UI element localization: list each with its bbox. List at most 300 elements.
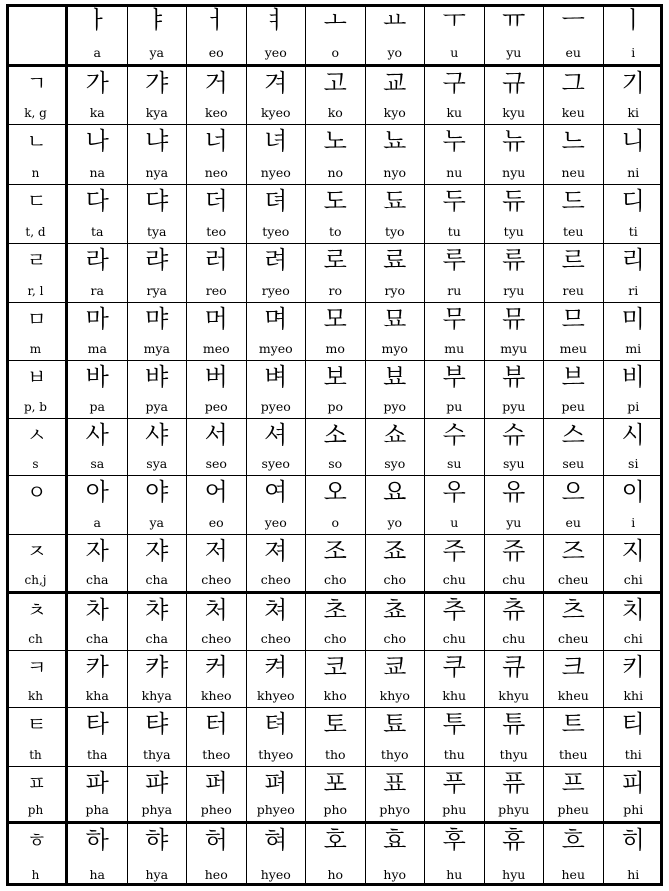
syllable-romanization: cho: [383, 631, 407, 646]
syllable-cell: [187, 361, 247, 419]
syllable-cell: [187, 476, 247, 535]
syllable-romanization: cha: [85, 572, 109, 587]
consonant-glyph: ㅌ: [27, 712, 47, 736]
consonant-glyph: ㅅ: [27, 423, 47, 447]
syllable-romanization: neu: [561, 165, 585, 180]
syllable-romanization: mu: [444, 341, 465, 356]
syllable-cell: [544, 535, 604, 594]
syllable-glyph: 쥬: [502, 537, 526, 565]
syllable-romanization: po: [327, 399, 344, 414]
syllable-cell: [68, 651, 128, 708]
syllable-cell: [604, 535, 664, 594]
consonant-glyph: ㅍ: [27, 771, 47, 795]
syllable-cell: [366, 303, 426, 361]
syllable-romanization: hi: [627, 867, 640, 882]
syllable-romanization: khyeo: [256, 688, 295, 703]
syllable-romanization: cho: [323, 631, 347, 646]
syllable-cell: [366, 535, 426, 594]
syllable-cell: [425, 535, 485, 594]
syllable-romanization: rya: [146, 283, 167, 298]
syllable-romanization: pyu: [502, 399, 526, 414]
syllable-cell: [604, 767, 664, 824]
syllable-cell: [604, 824, 664, 886]
syllable-glyph: 시: [621, 421, 645, 449]
syllable-romanization: reu: [562, 283, 584, 298]
syllable-romanization: tho: [324, 747, 346, 762]
syllable-cell: [604, 594, 664, 651]
syllable-glyph: 툐: [383, 710, 407, 738]
syllable-glyph: 오: [323, 478, 347, 506]
syllable-glyph: 터: [204, 710, 228, 738]
syllable-cell: [128, 125, 188, 185]
syllable-cell: [128, 708, 188, 767]
syllable-cell: [247, 244, 307, 303]
vowel-romanization: eu: [565, 45, 581, 60]
syllable-glyph: 녀: [264, 127, 288, 155]
syllable-romanization: khyu: [498, 688, 530, 703]
syllable-cell: [247, 767, 307, 824]
syllable-glyph: 튜: [502, 710, 526, 738]
syllable-glyph: 여: [264, 478, 288, 506]
consonant-row: [6, 651, 663, 708]
syllable-glyph: 려: [264, 246, 288, 274]
syllable-romanization: kyu: [502, 105, 526, 120]
syllable-cell: [68, 244, 128, 303]
syllable-romanization: mya: [143, 341, 170, 356]
syllable-romanization: kha: [85, 688, 109, 703]
syllable-romanization: cheu: [558, 631, 589, 646]
syllable-glyph: 듀: [502, 187, 526, 215]
syllable-cell: [604, 185, 664, 244]
syllable-glyph: 어: [204, 478, 228, 506]
syllable-cell: [425, 125, 485, 185]
syllable-romanization: ki: [627, 105, 640, 120]
syllable-glyph: 아: [85, 478, 109, 506]
syllable-glyph: 타: [85, 710, 109, 738]
syllable-cell: [485, 651, 545, 708]
vowel-header-cell: [604, 4, 664, 67]
syllable-cell: [306, 361, 366, 419]
syllable-romanization: thyeo: [258, 747, 294, 762]
syllable-romanization: ho: [327, 867, 344, 882]
syllable-cell: [306, 535, 366, 594]
syllable-glyph: 벼: [264, 363, 288, 391]
syllable-romanization: heu: [561, 867, 585, 882]
syllable-glyph: 디: [621, 187, 645, 215]
syllable-glyph: 류: [502, 246, 526, 274]
syllable-glyph: 호: [323, 826, 347, 854]
consonant-glyph: ㅋ: [27, 655, 47, 679]
syllable-romanization: kya: [145, 105, 168, 120]
syllable-cell: [366, 594, 426, 651]
syllable-romanization: syeo: [261, 456, 290, 471]
vowel-glyph: ㅗ: [323, 6, 347, 34]
syllable-cell: [425, 419, 485, 476]
syllable-cell: [187, 708, 247, 767]
syllable-glyph: 하: [85, 826, 109, 854]
syllable-glyph: 거: [204, 69, 228, 97]
syllable-romanization: cheo: [201, 631, 232, 646]
syllable-glyph: 퓨: [502, 769, 526, 797]
syllable-glyph: 됴: [383, 187, 407, 215]
syllable-cell: [366, 476, 426, 535]
syllable-romanization: u: [450, 515, 459, 530]
syllable-romanization: tha: [86, 747, 108, 762]
syllable-glyph: 쿠: [442, 653, 466, 681]
syllable-romanization: khu: [442, 688, 467, 703]
syllable-cell: [604, 303, 664, 361]
syllable-romanization: phyu: [498, 802, 530, 817]
syllable-romanization: thya: [142, 747, 171, 762]
syllable-cell: [366, 125, 426, 185]
syllable-cell: [366, 767, 426, 824]
syllable-glyph: 포: [323, 769, 347, 797]
vowel-header-cell: [366, 4, 426, 67]
syllable-romanization: hu: [446, 867, 463, 882]
consonant-header-cell: [6, 244, 68, 303]
syllable-romanization: cho: [383, 572, 407, 587]
syllable-cell: [306, 125, 366, 185]
syllable-cell: [366, 419, 426, 476]
syllable-cell: [604, 476, 664, 535]
syllable-romanization: pho: [323, 802, 348, 817]
consonant-glyph: ㄴ: [27, 129, 47, 153]
syllable-glyph: 탸: [145, 710, 169, 738]
consonant-romanization: n: [31, 166, 40, 180]
syllable-cell: [68, 476, 128, 535]
syllable-glyph: 리: [621, 246, 645, 274]
consonant-romanization: ph: [27, 803, 44, 817]
syllable-cell: [425, 708, 485, 767]
syllable-romanization: cha: [85, 631, 109, 646]
syllable-romanization: nyeo: [260, 165, 291, 180]
syllable-romanization: sa: [90, 456, 105, 471]
consonant-header-cell: [6, 594, 68, 651]
syllable-cell: [485, 476, 545, 535]
syllable-cell: [544, 361, 604, 419]
syllable-romanization: theu: [558, 747, 588, 762]
consonant-glyph: ㅈ: [27, 539, 47, 563]
syllable-romanization: cheu: [558, 572, 589, 587]
syllable-romanization: seu: [562, 456, 585, 471]
consonant-header-cell: [6, 476, 68, 535]
syllable-cell: [425, 67, 485, 125]
syllable-cell: [128, 767, 188, 824]
syllable-glyph: 고: [323, 69, 347, 97]
syllable-romanization: eu: [565, 515, 581, 530]
syllable-cell: [187, 67, 247, 125]
syllable-romanization: heo: [204, 867, 228, 882]
syllable-romanization: chi: [623, 631, 643, 646]
syllable-romanization: pyeo: [260, 399, 291, 414]
syllable-cell: [187, 824, 247, 886]
syllable-glyph: 챠: [145, 596, 169, 624]
syllable-glyph: 조: [323, 537, 347, 565]
syllable-glyph: 서: [204, 421, 228, 449]
syllable-cell: [425, 651, 485, 708]
syllable-glyph: 츠: [561, 596, 585, 624]
syllable-romanization: pya: [145, 399, 169, 414]
syllable-cell: [128, 535, 188, 594]
syllable-cell: [604, 708, 664, 767]
vowel-romanization: a: [93, 45, 101, 60]
consonant-row: [6, 594, 663, 651]
syllable-glyph: 나: [85, 127, 109, 155]
syllable-romanization: hyeo: [260, 867, 291, 882]
syllable-glyph: 캬: [145, 653, 169, 681]
syllable-romanization: chi: [623, 572, 643, 587]
syllable-romanization: khya: [141, 688, 172, 703]
syllable-cell: [247, 67, 307, 125]
consonant-header-cell: [6, 651, 68, 708]
syllable-romanization: syo: [384, 456, 406, 471]
syllable-glyph: 라: [85, 246, 109, 274]
syllable-romanization: teu: [563, 224, 584, 239]
syllable-romanization: neo: [204, 165, 228, 180]
syllable-glyph: 너: [204, 127, 228, 155]
syllable-romanization: ya: [149, 515, 164, 530]
syllable-cell: [68, 125, 128, 185]
syllable-glyph: 즈: [561, 537, 585, 565]
syllable-cell: [128, 824, 188, 886]
syllable-cell: [128, 476, 188, 535]
syllable-glyph: 구: [442, 69, 466, 97]
syllable-cell: [187, 303, 247, 361]
syllable-cell: [485, 824, 545, 886]
syllable-cell: [247, 535, 307, 594]
syllable-cell: [485, 708, 545, 767]
syllable-cell: [604, 651, 664, 708]
syllable-glyph: 휴: [502, 826, 526, 854]
syllable-romanization: sya: [146, 456, 168, 471]
consonant-row: [6, 767, 663, 824]
vowel-header-cell: [485, 4, 545, 67]
vowel-glyph: ㅑ: [145, 6, 169, 34]
syllable-glyph: 쟈: [145, 537, 169, 565]
syllable-cell: [306, 594, 366, 651]
consonant-glyph: ㄷ: [27, 189, 47, 213]
syllable-glyph: 두: [442, 187, 466, 215]
syllable-cell: [187, 651, 247, 708]
syllable-romanization: eo: [208, 515, 224, 530]
syllable-romanization: chu: [442, 572, 466, 587]
consonant-header-cell: [6, 125, 68, 185]
syllable-romanization: thyu: [499, 747, 528, 762]
syllable-glyph: 도: [323, 187, 347, 215]
syllable-cell: [247, 303, 307, 361]
syllable-cell: [604, 125, 664, 185]
syllable-cell: [485, 419, 545, 476]
syllable-romanization: ma: [87, 341, 107, 356]
syllable-cell: [485, 767, 545, 824]
syllable-romanization: hyu: [502, 867, 526, 882]
vowel-header-cell: [306, 4, 366, 67]
syllable-glyph: 텨: [264, 710, 288, 738]
vowel-glyph: ㅜ: [442, 6, 466, 34]
syllable-glyph: 지: [621, 537, 645, 565]
syllable-romanization: chu: [442, 631, 466, 646]
syllable-glyph: 치: [621, 596, 645, 624]
syllable-cell: [366, 67, 426, 125]
syllable-cell: [128, 419, 188, 476]
vowel-glyph: ㅛ: [383, 6, 407, 34]
consonant-row: [6, 361, 663, 419]
syllable-glyph: 소: [323, 421, 347, 449]
syllable-cell: [68, 361, 128, 419]
syllable-cell: [485, 594, 545, 651]
syllable-glyph: 햐: [145, 826, 169, 854]
syllable-glyph: 뮤: [502, 305, 526, 333]
vowel-glyph: ㅏ: [85, 6, 109, 34]
syllable-cell: [247, 419, 307, 476]
syllable-glyph: 랴: [145, 246, 169, 274]
syllable-cell: [425, 767, 485, 824]
syllable-romanization: pheu: [557, 802, 589, 817]
vowel-header-cell: [425, 4, 485, 67]
syllable-glyph: 루: [442, 246, 466, 274]
syllable-glyph: 허: [204, 826, 228, 854]
syllable-glyph: 카: [85, 653, 109, 681]
syllable-glyph: 크: [561, 653, 585, 681]
consonant-romanization: p, b: [24, 400, 47, 414]
syllable-cell: [366, 361, 426, 419]
syllable-glyph: 미: [621, 305, 645, 333]
syllable-cell: [187, 185, 247, 244]
syllable-cell: [485, 361, 545, 419]
consonant-glyph: ㄹ: [27, 248, 47, 272]
syllable-glyph: 피: [621, 769, 645, 797]
syllable-cell: [425, 594, 485, 651]
syllable-glyph: 쿄: [383, 653, 407, 681]
syllable-romanization: meu: [559, 341, 587, 356]
vowel-header-cell: [68, 4, 128, 67]
syllable-romanization: tyo: [384, 224, 405, 239]
syllable-cell: [604, 361, 664, 419]
syllable-glyph: 르: [561, 246, 585, 274]
syllable-romanization: pha: [85, 802, 109, 817]
syllable-romanization: ro: [328, 283, 342, 298]
vowel-glyph: ㅠ: [502, 6, 526, 34]
syllable-romanization: ka: [89, 105, 105, 120]
syllable-glyph: 츄: [502, 596, 526, 624]
syllable-romanization: ri: [628, 283, 639, 298]
syllable-romanization: nya: [145, 165, 169, 180]
syllable-romanization: chu: [502, 572, 526, 587]
consonant-row: [6, 419, 663, 476]
syllable-glyph: 뎌: [264, 187, 288, 215]
syllable-romanization: to: [328, 224, 342, 239]
syllable-romanization: myo: [381, 341, 408, 356]
corner-cell: [6, 4, 68, 67]
syllable-romanization: hya: [145, 867, 169, 882]
syllable-romanization: pu: [446, 399, 463, 414]
syllable-glyph: 교: [383, 69, 407, 97]
consonant-glyph: ㅇ: [27, 480, 47, 504]
syllable-cell: [485, 185, 545, 244]
syllable-romanization: su: [447, 456, 462, 471]
syllable-cell: [128, 594, 188, 651]
syllable-glyph: 티: [621, 710, 645, 738]
consonant-romanization: m: [29, 342, 42, 356]
syllable-romanization: cho: [323, 572, 347, 587]
syllable-glyph: 가: [85, 69, 109, 97]
syllable-cell: [425, 185, 485, 244]
syllable-glyph: 셔: [264, 421, 288, 449]
consonant-header-cell: [6, 67, 68, 125]
syllable-glyph: 커: [204, 653, 228, 681]
syllable-glyph: 후: [442, 826, 466, 854]
syllable-cell: [306, 476, 366, 535]
consonant-header-cell: [6, 303, 68, 361]
syllable-glyph: 토: [323, 710, 347, 738]
vowel-glyph: ㅕ: [264, 6, 288, 34]
vowel-romanization: yeo: [264, 45, 287, 60]
consonant-row: [6, 708, 663, 767]
consonant-glyph: ㅂ: [27, 365, 47, 389]
syllable-glyph: 그: [561, 69, 585, 97]
syllable-romanization: cha: [145, 572, 168, 587]
syllable-cell: [604, 244, 664, 303]
syllable-romanization: ku: [446, 105, 463, 120]
syllable-romanization: so: [328, 456, 343, 471]
syllable-cell: [366, 244, 426, 303]
syllable-cell: [247, 476, 307, 535]
syllable-glyph: 다: [85, 187, 109, 215]
syllable-glyph: 뵤: [383, 363, 407, 391]
consonant-romanization: ch: [28, 632, 43, 646]
syllable-glyph: 부: [442, 363, 466, 391]
syllable-cell: [425, 244, 485, 303]
vowel-romanization: i: [631, 45, 636, 60]
consonant-romanization: kh: [28, 689, 43, 703]
syllable-glyph: 무: [442, 305, 466, 333]
consonant-header-cell: [6, 419, 68, 476]
syllable-glyph: 냐: [145, 127, 169, 155]
consonant-romanization: r, l: [27, 284, 44, 298]
syllable-cell: [544, 767, 604, 824]
syllable-cell: [68, 303, 128, 361]
syllable-romanization: yo: [387, 515, 403, 530]
syllable-romanization: thyo: [380, 747, 409, 762]
syllable-glyph: 느: [561, 127, 585, 155]
syllable-cell: [366, 708, 426, 767]
syllable-romanization: ti: [628, 224, 638, 239]
syllable-glyph: 켜: [264, 653, 288, 681]
syllable-romanization: ra: [90, 283, 104, 298]
consonant-glyph: ㄱ: [27, 71, 47, 95]
syllable-romanization: ni: [627, 165, 640, 180]
syllable-cell: [187, 767, 247, 824]
consonant-row: [6, 303, 663, 361]
syllable-glyph: 모: [323, 305, 347, 333]
syllable-glyph: 사: [85, 421, 109, 449]
syllable-romanization: kyo: [383, 105, 406, 120]
consonant-romanization: h: [31, 868, 40, 882]
syllable-cell: [544, 708, 604, 767]
syllable-glyph: 누: [442, 127, 466, 155]
syllable-cell: [128, 67, 188, 125]
syllable-cell: [247, 708, 307, 767]
syllable-cell: [544, 67, 604, 125]
syllable-cell: [187, 594, 247, 651]
syllable-romanization: tya: [146, 224, 167, 239]
syllable-romanization: myeo: [258, 341, 293, 356]
consonant-header-cell: [6, 767, 68, 824]
syllable-glyph: 주: [442, 537, 466, 565]
syllable-cell: [306, 419, 366, 476]
syllable-cell: [128, 651, 188, 708]
syllable-romanization: khi: [623, 688, 644, 703]
